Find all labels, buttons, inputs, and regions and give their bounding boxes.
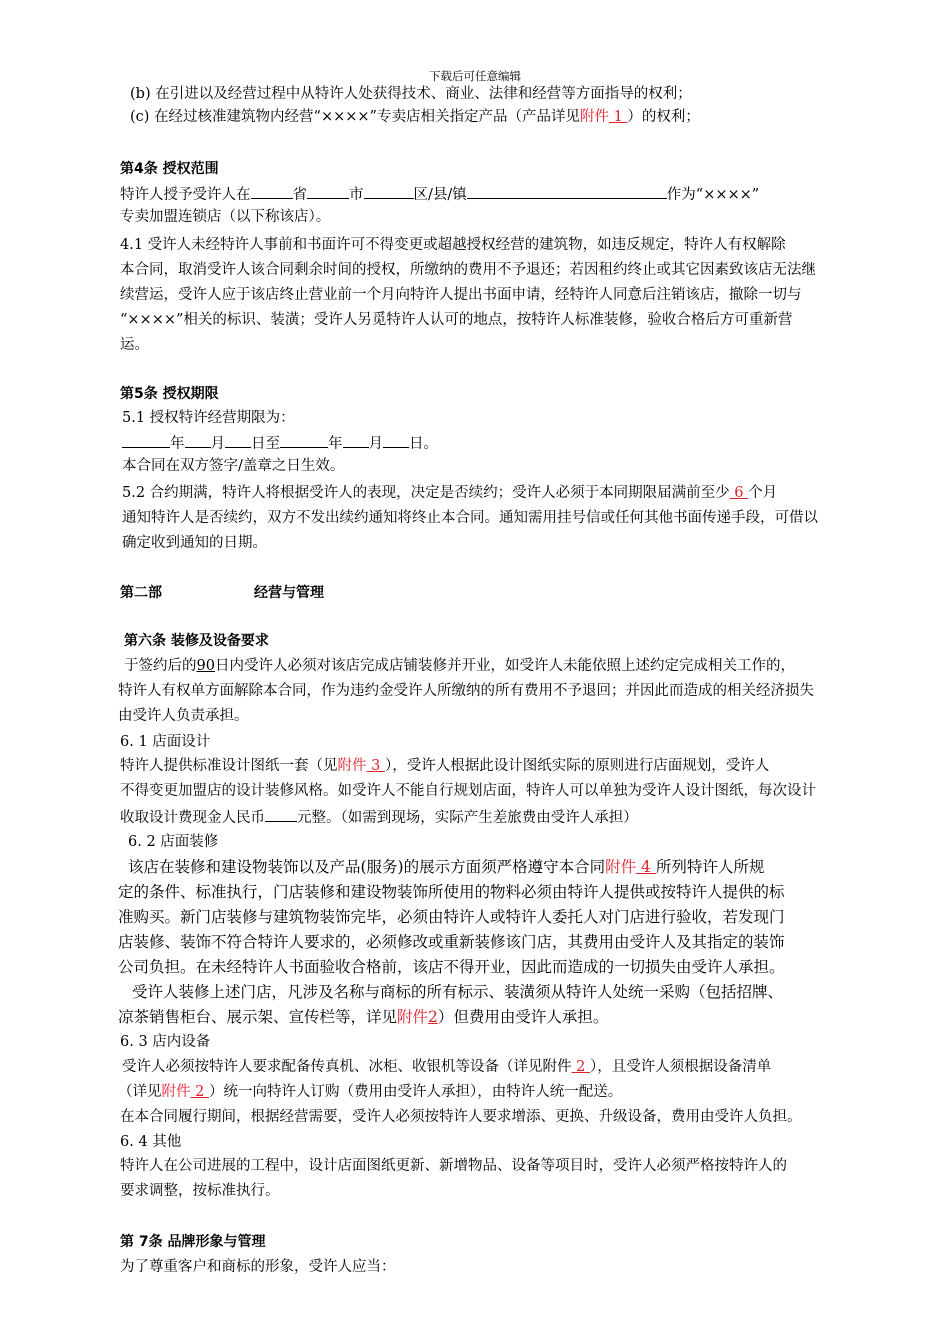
- section-6-4-title: 6. 4 其他: [120, 1134, 182, 1150]
- text: 省: [292, 187, 307, 203]
- section-6-3-title: 6. 3 店内设备: [120, 1034, 211, 1050]
- text: 月: [368, 436, 383, 452]
- attachment-link[interactable]: 附件: [605, 858, 637, 876]
- end-month-blank: [343, 432, 369, 448]
- section-6-2-line5: 公司负担。在未经特许人书面验收合格前，该店不得开业，因此而造成的一切损失由受许人承担。: [118, 958, 785, 976]
- text: 5.2 合约期满，特许人将根据受许人的表现，决定是否续约；受许人必须于本同期限届满前至少: [122, 485, 730, 501]
- text: 收取设计费现金人民币: [120, 810, 265, 826]
- section-6-3-line1: [122, 1057, 771, 1077]
- section-6-1-title: 6. 1 店面设计: [120, 734, 211, 750]
- section-6-2-line4: 店装修、装饰不符合特许人要求的，必须修改或重新装修该门店，其费用由受许人及其指定的装饰: [118, 933, 785, 951]
- attachment-number: 2: [428, 1008, 438, 1026]
- section-6-2-line1: [128, 857, 764, 877]
- article-4-title: 第4条 授权范围: [120, 161, 219, 177]
- text: 区/县/镇: [413, 187, 467, 203]
- city-blank: [307, 183, 349, 199]
- attachment-link[interactable]: 附件: [337, 758, 367, 774]
- article-7-title: 第 7条 品牌形象与管理: [120, 1234, 266, 1250]
- section-6-4-line1: 特许人在公司进展的工程中，设计店面图纸更新、新增物品、设备等项目时，受许人必须严格按特许人的: [120, 1158, 787, 1174]
- article-6-title: 第六条 装修及设备要求: [124, 633, 269, 649]
- text: 受许人必须按特许人要求配备传真机、冰柜、收银机等设备（详见附件: [122, 1059, 572, 1075]
- address-blank: [467, 183, 667, 199]
- text: （详见: [118, 1084, 162, 1100]
- province-blank: [251, 183, 293, 199]
- part-2-title: 经营与管理: [254, 585, 324, 601]
- header-note: 下载后可任意编辑: [429, 69, 521, 83]
- end-year-blank: [280, 432, 328, 448]
- text: 日内受许人必须对该店完成店铺装修并开业，如受许人未能依照上述约定完成相关工作的，: [214, 658, 795, 674]
- text: 市: [349, 187, 364, 203]
- part-2-label: 第二部: [120, 585, 162, 601]
- end-day-blank: [383, 432, 409, 448]
- attachment-number: 4: [636, 858, 656, 876]
- text: 于签约后的: [124, 658, 197, 674]
- start-month-blank: [185, 432, 211, 448]
- text: 年: [170, 436, 185, 452]
- section-6-3-p2: 在本合同履行期间，根据经营需要，受许人必须按特许人要求增添、更换、升级设备，费用由受许人负担。: [120, 1109, 802, 1125]
- article-4-1-line2: 本合同，取消受许人该合同剩余时间的授权，所缴纳的费用不予退还；若因租约终止或其它因素致该店无法继: [120, 262, 816, 278]
- section-6-2-p2-line1: 受许人装修上述门店，凡涉及名称与商标的所有标示、装潢须从特许人处统一采购（包括招牌、: [132, 983, 784, 1001]
- section-6-1-line3: [120, 806, 638, 828]
- article-4-p1-line2: 专卖加盟连锁店（以下称该店）。: [120, 209, 331, 225]
- text: 日至: [251, 436, 280, 452]
- section-6-2-title: 6. 2 店面装修: [128, 834, 219, 850]
- article-4-1-line4: “××××”相关的标识、装潢；受许人另觅特许人认可的地点，按特许人标准装修，验收合格后方可重新营: [120, 312, 793, 328]
- article-5-2-line2: 通知特许人是否续约，双方不发出续约通知将终止本合同。通知需用挂号信或任何其他书面传递手段，可借以: [122, 510, 818, 526]
- effective-clause: 本合同在双方签字/盖章之日生效。: [122, 458, 345, 474]
- article-4-1-line1: 4.1 受许人未经特许人事前和书面许可不得变更或超越授权经营的建筑物，如违反规定，特许人有权解除: [120, 237, 786, 253]
- article-7-intro: 为了尊重客户和商标的形象，受许人应当：: [120, 1259, 396, 1275]
- text: 月: [210, 436, 225, 452]
- start-year-blank: [122, 432, 170, 448]
- article-4-p1: [120, 183, 759, 205]
- section-6-3-line2: [118, 1082, 622, 1102]
- article-6-p1-line3: 由受许人负责承担。: [118, 708, 249, 724]
- text: ）统一向特许人订购（费用由受许人承担），由特许人统一配送。: [208, 1084, 623, 1100]
- section-6-1-line2: 不得变更加盟店的设计装修风格。如受许人不能自行规划店面，特许人可以单独为受许人设计图纸，每次设计: [120, 783, 816, 799]
- right-b: (b) 在引进以及经营过程中从特许人处获得技术、商业、法律和经营等方面指导的权利；: [130, 86, 692, 102]
- section-6-2-line3: 准购买。新门店装修与建筑物装饰完毕，必须由特许人或特许人委托人对门店进行验收，若发现门: [118, 908, 785, 926]
- article-4-1-line5: 运。: [120, 337, 149, 353]
- attachment-link[interactable]: 附件: [161, 1084, 191, 1100]
- section-6-4-line2: 要求调整，按标准执行。: [120, 1183, 280, 1199]
- text: ）但费用由受许人承担。: [437, 1008, 609, 1026]
- right-c-text: (c) 在经过核准建筑物内经营“××××”专卖店相关指定产品（产品详见: [130, 109, 580, 125]
- text: 元整。（如需到现场，实际产生差旅费由受许人承担）: [297, 810, 638, 826]
- district-blank: [364, 183, 414, 199]
- right-c: [130, 107, 700, 127]
- right-c-end: ）的权利；: [627, 109, 700, 125]
- attachment-link[interactable]: 附件: [579, 109, 609, 125]
- text: ），且受许人须根据设备清单: [589, 1059, 772, 1075]
- text: 个月: [748, 485, 778, 501]
- term-dates: [122, 432, 438, 454]
- attachment-number: 2: [571, 1059, 590, 1075]
- section-6-1-line1: [120, 756, 769, 776]
- article-5-2-line3: 确定收到通知的日期。: [122, 535, 267, 551]
- text: ），受许人根据此设计图纸实际的原则进行店面规划，受许人: [384, 758, 770, 774]
- text: 年: [328, 436, 343, 452]
- text: 凉茶销售柜台、展示架、宣传栏等，详见: [118, 1008, 398, 1026]
- attachment-link[interactable]: 附件: [397, 1008, 429, 1026]
- notice-months: 6: [729, 485, 749, 501]
- text: 特许人授予受许人在: [120, 187, 251, 203]
- attachment-number: 2: [190, 1084, 209, 1100]
- design-fee-blank: [265, 806, 297, 822]
- text: 特许人提供标准设计图纸一套（见: [120, 758, 338, 774]
- section-6-2-p2-line2: [118, 1007, 608, 1027]
- days-value: 90: [196, 658, 215, 674]
- attachment-number: 1: [608, 109, 628, 125]
- attachment-number: 3: [366, 758, 385, 774]
- article-5-1: 5.1 授权特许经营期限为：: [122, 410, 295, 426]
- article-6-p1-line1: [124, 656, 795, 676]
- article-5-2-line1: [122, 483, 777, 503]
- article-6-p1-line2: 特许人有权单方面解除本合同，作为违约金受许人所缴纳的所有费用不予退回；并因此而造成的相关经济损失: [118, 683, 814, 699]
- section-6-2-line2: 定的条件、标准执行，门店装修和建设物装饰所使用的物料必须由特许人提供或按特许人提供的标: [118, 883, 785, 901]
- text: 作为“××××”: [666, 187, 760, 203]
- text: 该店在装修和建设物装饰以及产品(服务)的展示方面须严格遵守本合同: [128, 858, 606, 876]
- text: 日。: [409, 436, 438, 452]
- start-day-blank: [225, 432, 251, 448]
- text: 所列特许人所规: [655, 858, 765, 876]
- article-5-title: 第5条 授权期限: [120, 386, 219, 402]
- article-4-1-line3: 续营运，受许人应于该店终止营业前一个月向特许人提出书面申请，经特许人同意后注销该店，撤除一切与: [120, 287, 802, 303]
